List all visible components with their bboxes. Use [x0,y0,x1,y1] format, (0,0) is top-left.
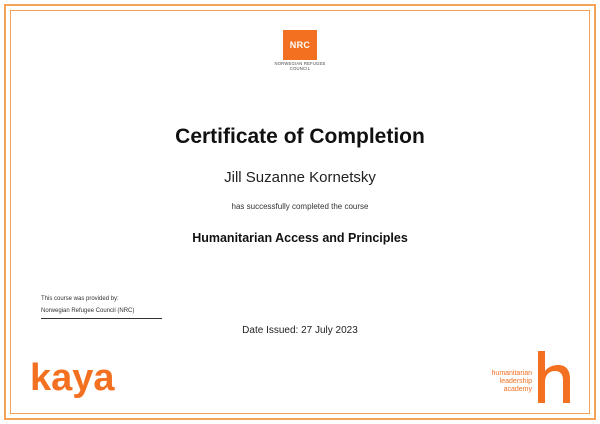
nrc-logo-subtext: NORWEGIAN REFUGEE COUNCIL [274,61,326,71]
recipient-name: Jill Suzanne Kornetsky [224,169,376,186]
date-issued: Date Issued: 27 July 2023 [242,325,358,336]
svg-text:kaya: kaya [30,357,115,399]
nrc-logo: NRC [283,30,317,60]
hla-h-icon [534,351,574,403]
course-name: Humanitarian Access and Principles [192,231,408,245]
hla-line-humanitarian: humanitarian [491,370,532,377]
hla-line-academy: academy [503,386,532,393]
certificate-title: Certificate of Completion [175,125,425,148]
hla-logo-text [474,370,532,394]
provider-label: This course was provided by: [41,296,119,302]
provider-underline [41,318,162,319]
kaya-logo [30,352,134,408]
hla-line-leadership: leadership [499,378,532,385]
provider-name: Norwegian Refugee Council (NRC) [41,308,135,314]
completion-statement: has successfully completed the course [231,202,369,211]
